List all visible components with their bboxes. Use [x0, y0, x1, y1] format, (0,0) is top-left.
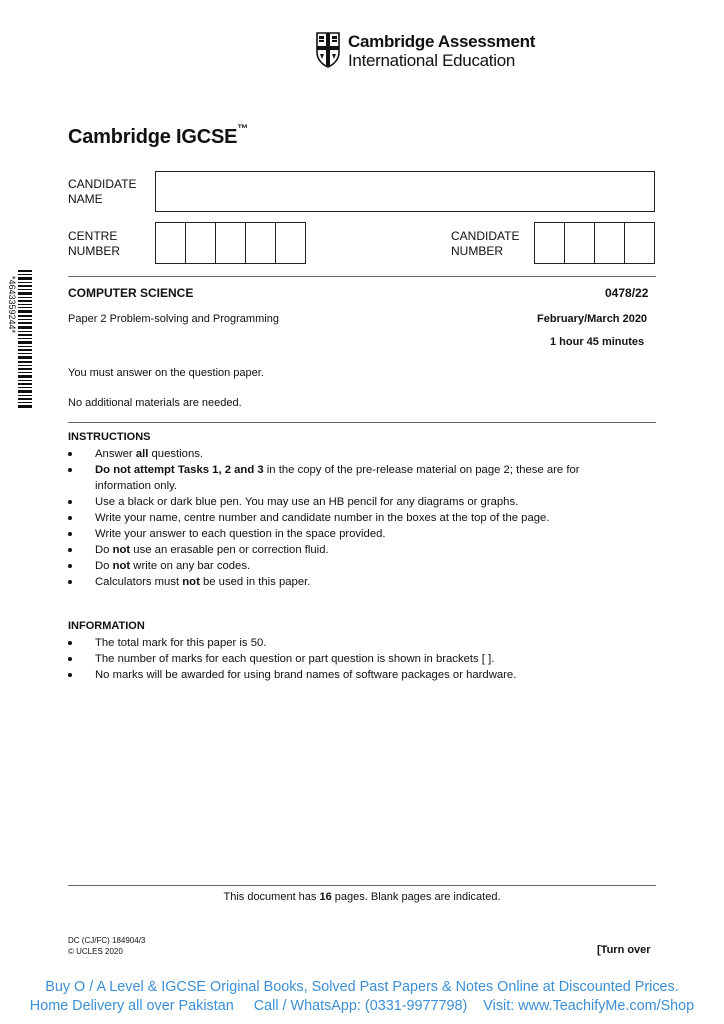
- divider: [68, 276, 656, 277]
- trademark-symbol: ™: [237, 123, 249, 135]
- candidate-number-label: CANDIDATE NUMBER: [451, 229, 520, 258]
- centre-number-cell[interactable]: [216, 223, 246, 263]
- promo-line-1: Buy O / A Level & IGCSE Original Books, Solved Past Papers & Notes Online at Discounted Prices.: [45, 979, 679, 995]
- list-item: No marks will be awarded for using brand names of software packages or hardware.: [68, 667, 658, 683]
- candidate-number-cell[interactable]: [565, 223, 595, 263]
- candidate-name-label: CANDIDATE NAME: [68, 177, 137, 206]
- exam-duration: 1 hour 45 minutes: [550, 336, 645, 348]
- centre-number-boxes[interactable]: [155, 222, 306, 264]
- document-reference: DC (CJ/FC) 184904/3 © UCLES 2020: [68, 936, 146, 956]
- paper-title: Paper 2 Problem-solving and Programming: [68, 313, 279, 325]
- answer-note: You must answer on the question paper.: [68, 367, 264, 379]
- list-item: Use a black or dark blue pen. You may use an HB pencil for any diagrams or graphs.: [68, 494, 658, 510]
- information-list: [68, 635, 658, 683]
- instructions-list: [68, 446, 658, 590]
- centre-number-cell[interactable]: [276, 223, 305, 263]
- divider: [68, 422, 656, 423]
- candidate-number-cell[interactable]: [535, 223, 565, 263]
- qualification-name: Cambridge IGCSE: [68, 126, 238, 148]
- centre-number-cell[interactable]: [156, 223, 186, 263]
- page-count-note: This document has 16 pages. Blank pages are indicated.: [223, 891, 501, 903]
- candidate-number-cell[interactable]: [595, 223, 625, 263]
- list-item: Do not write on any bar codes.: [68, 558, 658, 574]
- qualification-title: [68, 123, 249, 149]
- centre-number-cell[interactable]: [186, 223, 216, 263]
- barcode-text: *4643359244*: [7, 276, 17, 334]
- candidate-number-cell[interactable]: [625, 223, 654, 263]
- list-item: Write your answer to each question in the space provided.: [68, 526, 658, 542]
- footer-divider: [68, 885, 656, 886]
- centre-number-label: CENTRE NUMBER: [68, 229, 121, 258]
- information-heading: INFORMATION: [68, 620, 145, 632]
- list-item: The number of marks for each question or part question is shown in brackets [ ].: [68, 651, 658, 667]
- list-item: Do not attempt Tasks 1, 2 and 3 in the copy of the pre-release material on page 2; these are for information only.: [68, 462, 658, 494]
- list-item: Answer all questions.: [68, 446, 658, 462]
- shield-crest-icon: [316, 32, 340, 68]
- list-item: Calculators must not be used in this paper.: [68, 574, 658, 590]
- syllabus-code: 0478/22: [605, 286, 649, 300]
- promo-line-2: Home Delivery all over Pakistan Call / WhatsApp: (0331-9977798) Visit: www.TeachifyMe.com/Shop: [29, 998, 695, 1014]
- instructions-heading: INSTRUCTIONS: [68, 431, 151, 443]
- list-item: Do not use an erasable pen or correction fluid.: [68, 542, 658, 558]
- centre-number-cell[interactable]: [246, 223, 276, 263]
- materials-note: No additional materials are needed.: [68, 397, 242, 409]
- candidate-number-boxes[interactable]: [534, 222, 655, 264]
- exam-session: February/March 2020: [537, 313, 648, 325]
- org-line-1: Cambridge Assessment: [348, 32, 536, 51]
- cambridge-logo: [316, 32, 535, 72]
- list-item: Write your name, centre number and candidate number in the boxes at the top of the page.: [68, 510, 658, 526]
- list-item: The total mark for this paper is 50.: [68, 635, 658, 651]
- candidate-name-box[interactable]: [155, 171, 655, 212]
- org-line-2: International Education: [348, 51, 516, 70]
- barcode: [18, 270, 32, 410]
- turn-over-note: [Turn over: [597, 944, 651, 956]
- subject-title: COMPUTER SCIENCE: [68, 286, 194, 300]
